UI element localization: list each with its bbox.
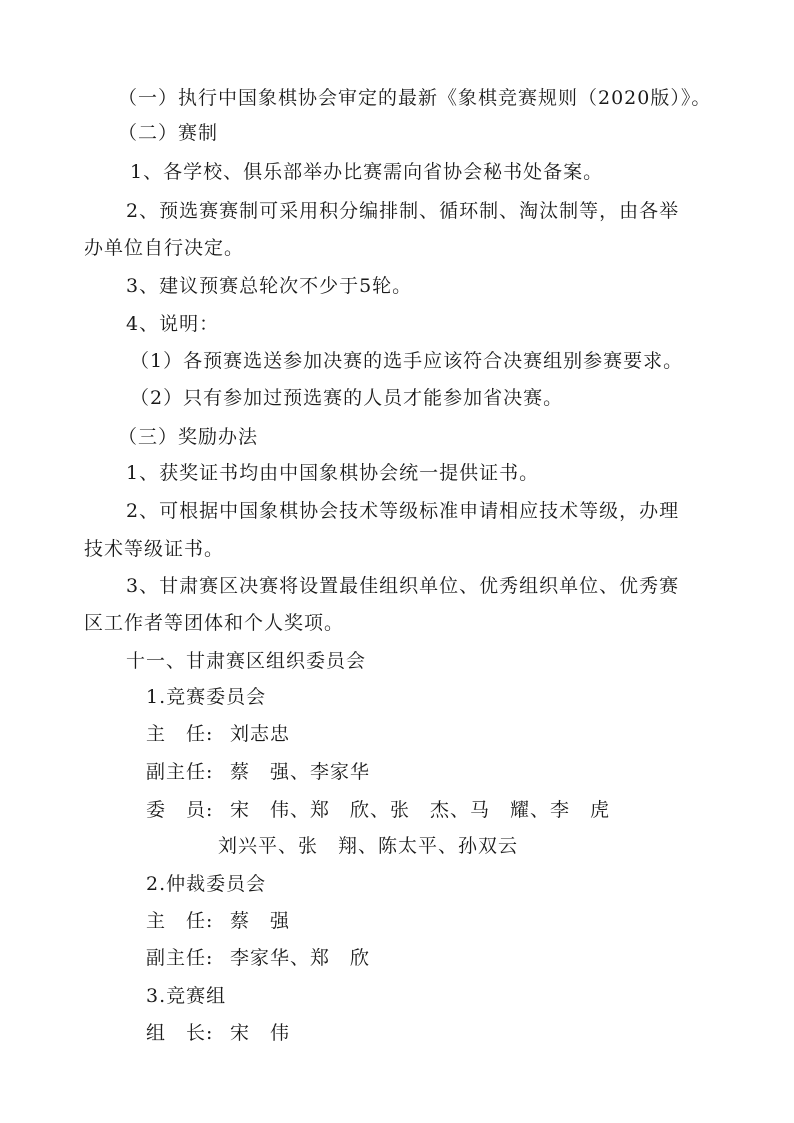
director-label: 主 任:: [146, 723, 214, 745]
group-leader-name: 宋 伟: [230, 1022, 291, 1044]
format-heading: （二）赛制: [118, 122, 219, 144]
members-names-line-2: 刘兴平、张 翔、陈太平、孙双云: [218, 835, 519, 857]
competition-committee-title: 1.竞赛委员会: [146, 686, 267, 708]
competition-committee-members-row: [146, 797, 610, 823]
format-paragraph-4: 4、说明：: [126, 313, 220, 335]
arbitration-director-name: 蔡 强: [230, 910, 291, 932]
format-paragraph-2-line-2: 办单位自行决定。: [84, 237, 245, 259]
deputy-names: 蔡 强、李家华: [230, 761, 371, 783]
competition-committee-director-row: [146, 721, 290, 747]
group-leader-label: 组 长:: [146, 1022, 214, 1044]
arbitration-deputy-row: [146, 945, 370, 971]
committee-heading: 十一、甘肃赛区组织委员会: [126, 650, 367, 672]
awards-paragraph-2-line-2: 技术等级证书。: [84, 538, 225, 560]
deputy-label: 副主任:: [146, 761, 214, 783]
awards-paragraph-2-line-1: 2、可根据中国象棋协会技术等级标准申请相应技术等级，办理: [126, 500, 680, 522]
members-label: 委 员:: [146, 799, 214, 821]
awards-paragraph-1: 1、获奖证书均由中国象棋协会统一提供证书。: [126, 462, 540, 484]
director-name: 刘志忠: [230, 723, 291, 745]
competition-committee-deputy-row: [146, 759, 370, 785]
arbitration-director-row: [146, 908, 290, 934]
competition-group-title: 3.竞赛组: [146, 985, 227, 1007]
format-note-2: （2）只有参加过预选赛的人员才能参加省决赛。: [130, 387, 564, 409]
awards-paragraph-3-line-1: 3、甘肃赛区决赛将设置最佳组织单位、优秀组织单位、优秀赛: [126, 575, 680, 597]
rules-item-1: （一）执行中国象棋协会审定的最新《象棋竞赛规则（2020版）》。: [118, 87, 712, 109]
format-paragraph-2-line-1: 2、预选赛赛制可采用积分编排制、循环制、淘汰制等，由各举: [126, 200, 680, 222]
arbitration-director-label: 主 任:: [146, 910, 214, 932]
competition-group-leader-row: [146, 1020, 290, 1046]
awards-heading: （三）奖励办法: [118, 426, 259, 448]
arbitration-committee-title: 2.仲裁委员会: [146, 873, 267, 895]
format-paragraph-1: 1、各学校、俱乐部举办比赛需向省协会秘书处备案。: [130, 161, 604, 183]
format-paragraph-3: 3、建议预赛总轮次不少于5轮。: [126, 275, 413, 297]
format-note-1: （1）各预赛选送参加决赛的选手应该符合决赛组别参赛要求。: [130, 350, 684, 372]
arbitration-deputy-label: 副主任:: [146, 947, 214, 969]
arbitration-deputy-names: 李家华、郑 欣: [230, 947, 371, 969]
members-names-line-1: 宋 伟、郑 欣、张 杰、马 耀、李 虎: [230, 799, 611, 821]
awards-paragraph-3-line-2: 区工作者等团体和个人奖项。: [84, 612, 345, 634]
